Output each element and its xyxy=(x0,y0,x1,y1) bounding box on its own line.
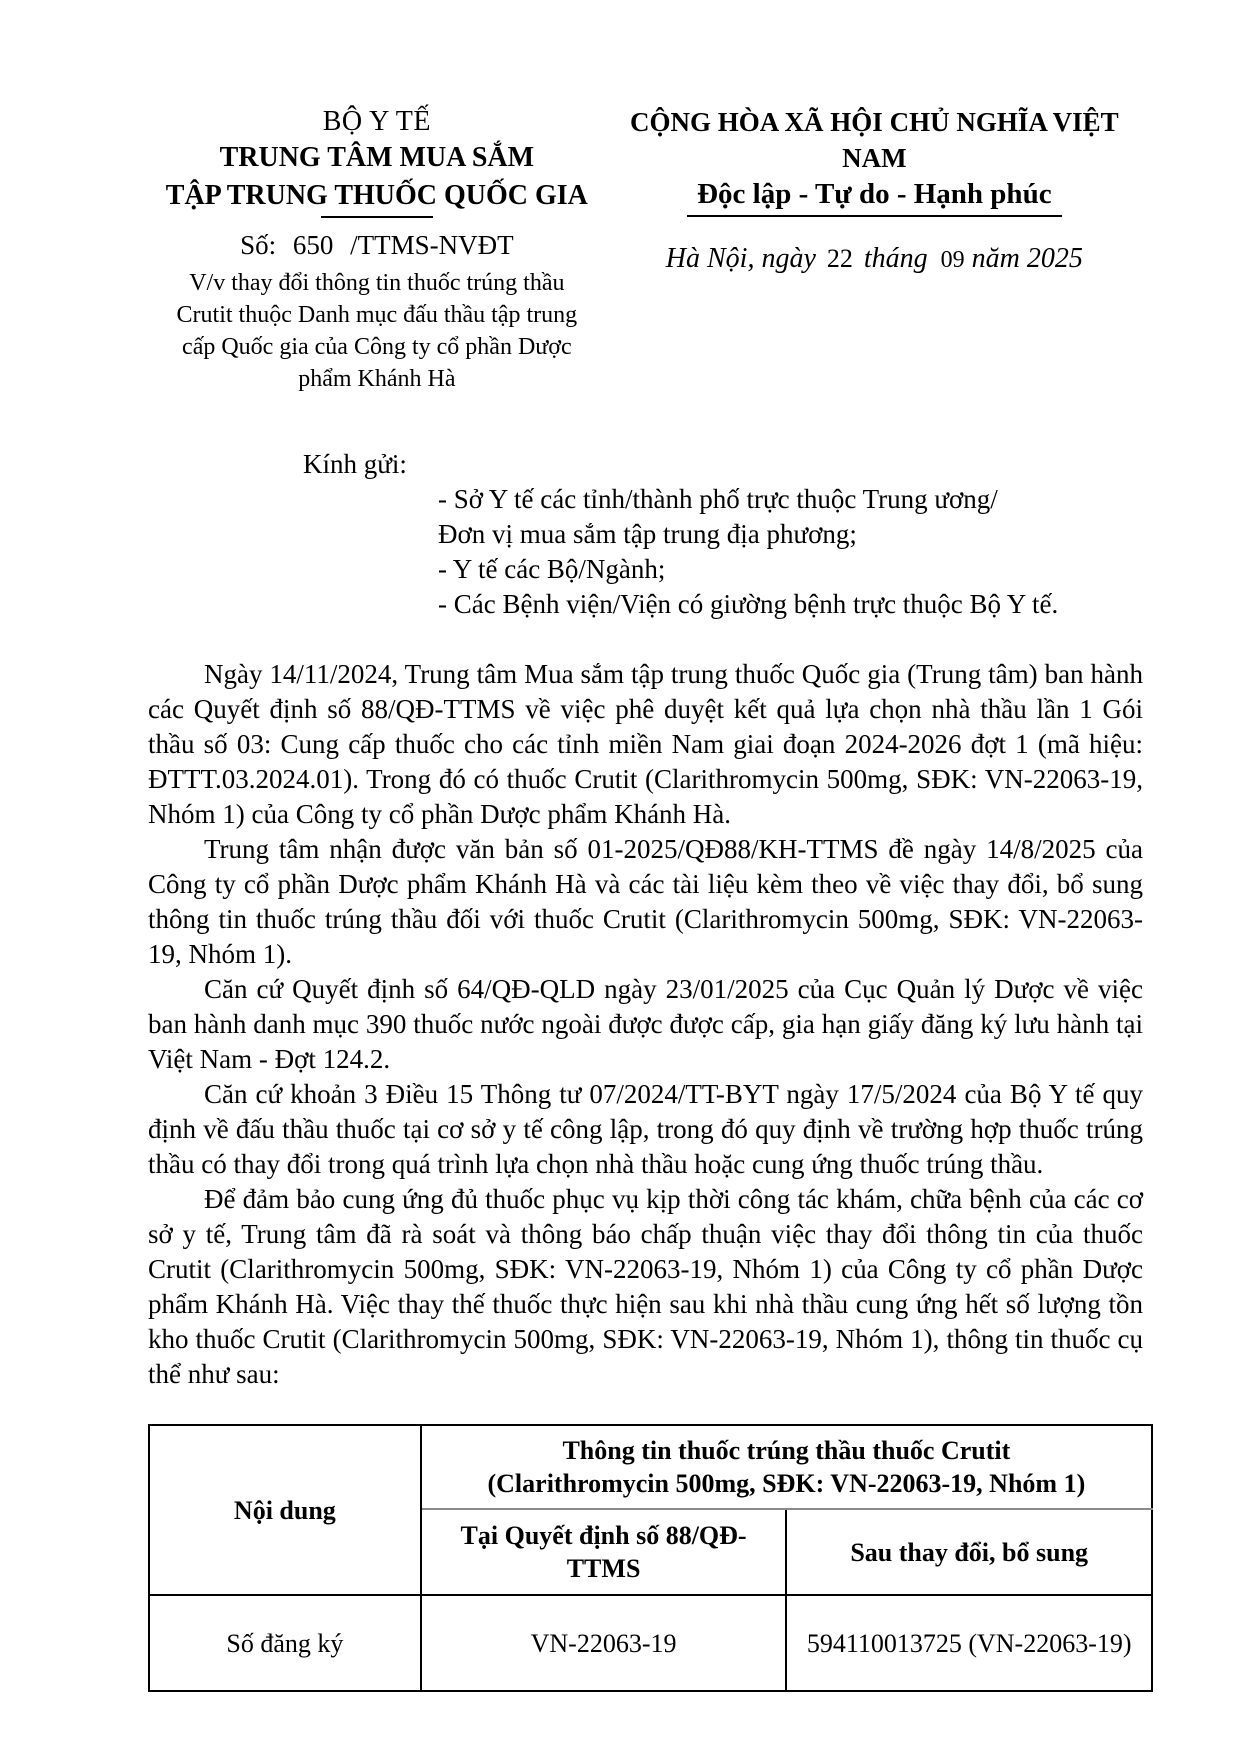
date-month: 09 xyxy=(940,247,965,273)
place-date-line xyxy=(606,241,1143,278)
national-motto: Độc lập - Tự do - Hạnh phúc xyxy=(687,176,1062,217)
subject-line: V/v thay đổi thông tin thuốc trúng thầu xyxy=(189,270,565,296)
group-header-line2: (Clarithromycin 500mg, SĐK: VN-22063-19, Nhóm 1) xyxy=(487,1469,1086,1498)
table-row xyxy=(149,1595,1152,1691)
date-suffix: năm 2025 xyxy=(971,243,1083,274)
issuing-agency-block xyxy=(148,104,606,395)
country-name: CỘNG HÒA XÃ HỘI CHỦ NGHĨA VIỆT NAM xyxy=(630,107,1119,173)
document-header xyxy=(148,104,1143,395)
row-label-so-dang-ky: Số đăng ký xyxy=(149,1595,421,1691)
ministry-name: BỘ Y TẾ xyxy=(322,106,431,137)
row-value-before: VN-22063-19 xyxy=(421,1595,787,1691)
document-number-label: Số: xyxy=(240,230,277,260)
document-number-line xyxy=(148,228,606,263)
document-body xyxy=(148,657,1143,1392)
date-day: 22 xyxy=(826,244,853,273)
document-subject xyxy=(162,267,592,395)
recipient-line: - Các Bệnh viện/Viện có giường bệnh trực thuộc Bộ Y tế. xyxy=(438,589,1059,619)
national-header-block xyxy=(606,104,1143,278)
body-paragraph: Ngày 14/11/2024, Trung tâm Mua sắm tập trung thuốc Quốc gia (Trung tâm) ban hành các Quyết định số 88/QĐ-TTMS về việc phê duyệt kết quả lựa chọn nhà thầu lần 1 Gói thầu số 03: Cung cấp thuốc cho các tỉnh miền Nam giai đoạn 2024-2026 đợt 1 (mã hiệu: ĐTTT.03.2024.01). Trong đó có thuốc Crutit (Clarithromycin 500mg, SĐK: VN-22063-19, Nhóm 1) của Công ty cổ phần Dược phẩm Khánh Hà. xyxy=(148,659,1143,829)
table-header-content: Nội dung xyxy=(149,1425,421,1595)
group-header-line1: Thông tin thuốc trúng thầu thuốc Crutit xyxy=(562,1436,1011,1465)
subject-line: cấp Quốc gia của Công ty cổ phần Dược xyxy=(182,334,572,360)
body-paragraph: Trung tâm nhận được văn bản số 01-2025/QĐ88/KH-TTMS đề ngày 14/8/2025 của Công ty cổ phần Dược phẩm Khánh Hà và các tài liệu kèm theo về việc thay đổi, bổ sung thông tin thuốc trúng thầu đối với thuốc Crutit (Clarithromycin 500mg, SĐK: VN-22063-19, Nhóm 1). xyxy=(148,834,1143,969)
org-name-line1: TRUNG TÂM MUA SẮM xyxy=(219,142,535,173)
subject-line: Crutit thuộc Danh mục đấu thầu tập trung xyxy=(176,302,578,328)
salutation: Kính gửi: xyxy=(303,449,407,479)
body-paragraph: Căn cứ Quyết định số 64/QĐ-QLD ngày 23/01/2025 của Cục Quản lý Dược về việc ban hành danh mục 390 thuốc nước ngoài được được cấp, gia hạn giấy đăng ký lưu hành tại Việt Nam - Đợt 124.2. xyxy=(148,974,1143,1074)
header-divider-rule xyxy=(321,216,433,218)
drug-info-table xyxy=(148,1424,1153,1692)
org-name-line2: TẬP TRUNG THUỐC QUỐC GIA xyxy=(165,180,588,211)
document-number-value: 650 xyxy=(292,230,334,260)
date-prefix: Hà Nội, ngày xyxy=(665,243,816,274)
subject-line: phẩm Khánh Hà xyxy=(298,366,456,392)
table-group-header-row xyxy=(149,1425,1152,1509)
body-paragraph: Căn cứ khoản 3 Điều 15 Thông tư 07/2024/TT-BYT ngày 17/5/2024 của Bộ Y tế quy định về đấu thầu thuốc tại cơ sở y tế công lập, trong đó quy định về trường hợp thuốc trúng thầu có thay đổi trong quá trình lựa chọn nhà thầu hoặc cung ứng thuốc trúng thầu. xyxy=(148,1079,1143,1179)
table-group-header xyxy=(421,1425,1152,1509)
body-paragraph: Để đảm bảo cung ứng đủ thuốc phục vụ kịp thời công tác khám, chữa bệnh của các cơ sở y tế, Trung tâm đã rà soát và thông báo chấp thuận việc thay đổi thông tin của thuốc Crutit (Clarithromycin 500mg, SĐK: VN-22063-19, Nhóm 1) của Công ty cổ phần Dược phẩm Khánh Hà. Việc thay thế thuốc thực hiện sau khi nhà thầu cung ứng hết số lượng tồn kho thuốc Crutit (Clarithromycin 500mg, SĐK: VN-22063-19, Nhóm 1), thông tin thuốc cụ thể như sau: xyxy=(148,1184,1143,1389)
date-month-label: tháng xyxy=(863,243,928,274)
row-value-after: 594110013725 (VN-22063-19) xyxy=(786,1595,1152,1691)
table-subheader-before: Tại Quyết định số 88/QĐ-TTMS xyxy=(421,1509,787,1595)
recipient-line: - Sở Y tế các tỉnh/thành phố trực thuộc Trung ương/ xyxy=(438,484,998,514)
document-number-suffix: /TTMS-NVĐT xyxy=(350,230,514,260)
recipient-list xyxy=(438,482,1143,622)
table-subheader-after: Sau thay đổi, bổ sung xyxy=(786,1509,1152,1595)
recipient-line: Đơn vị mua sắm tập trung địa phương; xyxy=(438,519,857,549)
recipient-line: - Y tế các Bộ/Ngành; xyxy=(438,554,666,584)
